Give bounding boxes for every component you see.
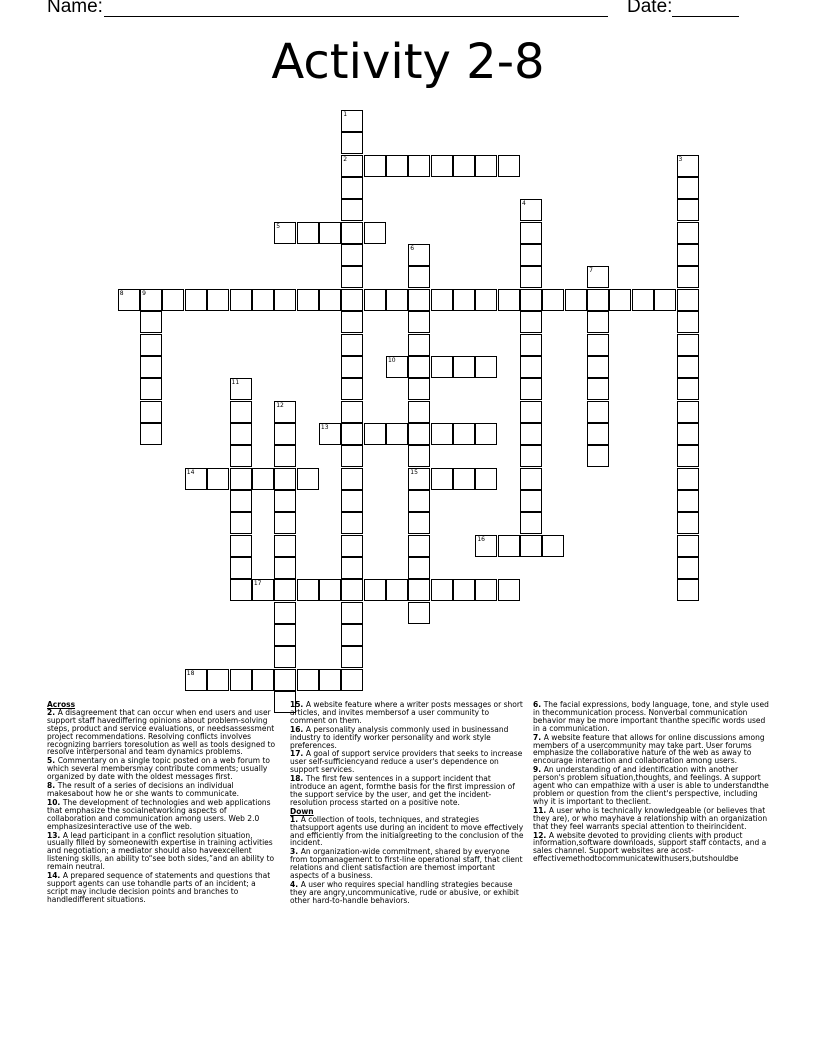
grid-cell[interactable] — [140, 423, 162, 445]
grid-cell[interactable] — [453, 356, 475, 378]
grid-cell[interactable] — [230, 423, 252, 445]
grid-cell[interactable] — [677, 401, 699, 423]
clue-item — [533, 807, 771, 831]
grid-cell[interactable] — [520, 356, 542, 378]
grid-cell[interactable] — [408, 244, 430, 266]
grid-cell[interactable] — [520, 445, 542, 467]
grid-cell[interactable] — [677, 311, 699, 333]
grid-cell[interactable] — [609, 289, 631, 311]
clue-item — [47, 799, 277, 831]
grid-cell[interactable] — [587, 423, 609, 445]
grid-cell[interactable] — [498, 155, 520, 177]
grid-cell[interactable] — [408, 289, 430, 311]
grid-cell[interactable] — [274, 624, 296, 646]
grid-cell[interactable] — [364, 423, 386, 445]
grid-cell[interactable] — [520, 334, 542, 356]
clue-number: 18 — [186, 669, 195, 677]
grid-cell[interactable] — [341, 356, 363, 378]
clue-number: 3 — [678, 155, 683, 163]
grid-cell[interactable] — [587, 401, 609, 423]
clue-text: A disagreement that can occur when end users and user support staff havediffering opinions about problem-solving steps, product and service evaluations, or needsassessment project recommendations. Resolving conflicts involves recognizing barriers toresolution as well as tools designed to resolve interpersonal and team dynamics problems. — [47, 707, 276, 757]
grid-cell[interactable] — [431, 289, 453, 311]
clue-text: A personality analysis commonly used in businessand industry to identify worker personality and work style preferences. — [290, 724, 509, 750]
grid-cell[interactable] — [297, 289, 319, 311]
grid-cell[interactable] — [252, 289, 274, 311]
clue-num: 14. — [47, 871, 63, 881]
grid-cell[interactable] — [207, 289, 229, 311]
grid-cell[interactable] — [408, 423, 430, 445]
grid-cell[interactable] — [677, 423, 699, 445]
grid-cell[interactable] — [520, 535, 542, 557]
grid-cell[interactable] — [341, 289, 363, 311]
grid-cell[interactable] — [475, 155, 497, 177]
grid-cell[interactable] — [319, 423, 341, 445]
grid-cell[interactable] — [341, 401, 363, 423]
grid-cell[interactable] — [408, 378, 430, 400]
clue-number: 5 — [276, 222, 281, 230]
grid-cell[interactable] — [677, 445, 699, 467]
grid-cell[interactable] — [520, 289, 542, 311]
grid-cell[interactable] — [230, 490, 252, 512]
clue-num: 12. — [533, 830, 549, 840]
grid-cell[interactable] — [475, 535, 497, 557]
clue-number: 12 — [276, 401, 284, 409]
grid-cell[interactable] — [408, 356, 430, 378]
grid-cell[interactable] — [274, 490, 296, 512]
name-label: Name: — [47, 0, 103, 17]
grid-cell[interactable] — [364, 155, 386, 177]
clue-text: The result of a series of decisions an individual makesabout how he or she wants to communicate. — [47, 781, 240, 798]
clue-number: 6 — [410, 245, 415, 253]
grid-cell[interactable] — [453, 289, 475, 311]
grid-cell[interactable] — [677, 334, 699, 356]
grid-cell[interactable] — [274, 669, 296, 691]
clue-text: A collection of tools, techniques, and strategies thatsupport agents use during an incident to move effectively and efficiently from the initialgreeting to the conclusion of the incident. — [290, 814, 524, 848]
grid-cell[interactable] — [520, 512, 542, 534]
clue-num: 4. — [290, 879, 301, 889]
grid-cell[interactable] — [297, 468, 319, 490]
grid-cell[interactable] — [386, 423, 408, 445]
grid-cell[interactable] — [677, 222, 699, 244]
grid-cell[interactable] — [408, 468, 430, 490]
clue-text: The development of technologies and web applications that emphasize the socialnetworking aspects of collaboration and communication among users. Web 2.0 emphasizesinteractive use of the web. — [47, 797, 271, 831]
clue-number: 1 — [343, 111, 348, 118]
grid-cell[interactable] — [408, 155, 430, 177]
clue-num: 13. — [47, 830, 63, 840]
grid-cell[interactable] — [408, 512, 430, 534]
grid-cell[interactable] — [520, 199, 542, 221]
clue-text: A website feature that allows for online discussions among members of a usercommunity may take part. User forums emphasize the collaborative nature of the web as away to encourage interaction and collaboration among users. — [533, 732, 765, 766]
grid-cell[interactable] — [252, 669, 274, 691]
clue-num: 5. — [47, 756, 58, 766]
grid-cell[interactable] — [431, 579, 453, 601]
grid-cell[interactable] — [319, 669, 341, 691]
grid-cell[interactable] — [230, 289, 252, 311]
grid-cell[interactable] — [341, 334, 363, 356]
grid-cell[interactable] — [341, 110, 363, 132]
grid-cell[interactable] — [408, 490, 430, 512]
clue-item — [290, 726, 525, 750]
grid-cell[interactable] — [341, 646, 363, 668]
grid-cell[interactable] — [408, 579, 430, 601]
grid-cell[interactable] — [207, 468, 229, 490]
grid-cell[interactable] — [341, 579, 363, 601]
grid-cell[interactable] — [587, 266, 609, 288]
grid-cell[interactable] — [274, 222, 296, 244]
grid-cell[interactable] — [677, 266, 699, 288]
grid-cell[interactable] — [453, 423, 475, 445]
grid-cell[interactable] — [319, 579, 341, 601]
clue-num: 11. — [533, 805, 549, 815]
grid-cell[interactable] — [654, 289, 676, 311]
clue-num: 1. — [290, 814, 301, 824]
grid-cell[interactable] — [677, 378, 699, 400]
clue-number: 16 — [477, 535, 485, 543]
grid-cell[interactable] — [498, 535, 520, 557]
grid-cell[interactable] — [408, 266, 430, 288]
clue-num: 15. — [290, 700, 306, 709]
grid-cell[interactable] — [341, 557, 363, 579]
clue-item — [47, 832, 277, 872]
grid-cell[interactable] — [520, 378, 542, 400]
grid-cell[interactable] — [587, 311, 609, 333]
grid-cell[interactable] — [408, 445, 430, 467]
clue-item — [47, 757, 277, 781]
grid-cell[interactable] — [386, 356, 408, 378]
grid-cell[interactable] — [431, 468, 453, 490]
grid-cell[interactable] — [341, 468, 363, 490]
clue-item — [290, 816, 525, 848]
grid-cell[interactable] — [677, 155, 699, 177]
clue-number: 15 — [410, 468, 418, 476]
grid-cell[interactable] — [475, 423, 497, 445]
grid-cell[interactable] — [677, 199, 699, 221]
grid-cell[interactable] — [364, 289, 386, 311]
grid-cell[interactable] — [587, 445, 609, 467]
grid-cell[interactable] — [431, 423, 453, 445]
clue-item — [533, 734, 771, 766]
grid-cell[interactable] — [274, 423, 296, 445]
grid-cell[interactable] — [587, 378, 609, 400]
grid-cell[interactable] — [140, 334, 162, 356]
grid-cell[interactable] — [230, 445, 252, 467]
clue-number: 9 — [142, 289, 146, 297]
grid-cell[interactable] — [230, 401, 252, 423]
clue-text: A lead participant in a conflict resolution situation, usually filled by someonewith expertise in training activities and negotiation; a mediator should also haveexcellent listening skills, an ability to“see both sides,”and an ability to remain neutral. — [47, 830, 275, 872]
grid-cell[interactable] — [341, 490, 363, 512]
clue-num: 18. — [290, 774, 306, 784]
grid-cell[interactable] — [677, 490, 699, 512]
clue-item — [290, 701, 525, 725]
grid-cell[interactable] — [341, 535, 363, 557]
grid-cell[interactable] — [341, 512, 363, 534]
clue-num: 2. — [47, 707, 58, 717]
grid-cell[interactable] — [364, 579, 386, 601]
clue-item — [47, 709, 277, 756]
grid-cell[interactable] — [520, 222, 542, 244]
clues-column-1 — [47, 701, 277, 905]
grid-cell[interactable] — [408, 334, 430, 356]
grid-cell[interactable] — [453, 579, 475, 601]
grid-cell[interactable] — [274, 289, 296, 311]
grid-cell[interactable] — [274, 557, 296, 579]
clue-item — [47, 872, 277, 904]
clue-num: 6. — [533, 700, 544, 709]
clue-item — [47, 782, 277, 798]
clue-text: A user who requires special handling strategies because they are angry,uncommunicative, rude or abusive, or exhibit other hard-to-handle behaviors. — [290, 879, 519, 905]
grid-cell[interactable] — [162, 289, 184, 311]
grid-cell[interactable] — [431, 155, 453, 177]
grid-cell[interactable] — [677, 244, 699, 266]
grid-cell[interactable] — [677, 579, 699, 601]
grid-cell[interactable] — [386, 155, 408, 177]
grid-cell[interactable] — [677, 468, 699, 490]
grid-cell[interactable] — [632, 289, 654, 311]
clue-num: 8. — [47, 781, 58, 791]
grid-cell[interactable] — [520, 244, 542, 266]
grid-cell[interactable] — [498, 289, 520, 311]
grid-cell[interactable] — [230, 378, 252, 400]
grid-cell[interactable] — [230, 468, 252, 490]
clue-number: 13 — [320, 423, 329, 431]
grid-cell[interactable] — [431, 356, 453, 378]
grid-cell[interactable] — [677, 289, 699, 311]
grid-cell[interactable] — [542, 535, 564, 557]
grid-cell[interactable] — [341, 624, 363, 646]
grid-cell[interactable] — [230, 535, 252, 557]
clue-text: An understanding of and identification with another person's problem situation,thoughts, and feelings. A support agent who can empathize with a user is able to understandthe problem or question from the client's perspective, including why it is important to theclient. — [533, 765, 769, 806]
grid-cell[interactable] — [274, 401, 296, 423]
clue-text: A prepared sequence of statements and questions that support agents can use tohandle parts of an incident; a script may include decision points and branches to handledifferent situations. — [47, 871, 271, 904]
grid-cell[interactable] — [386, 289, 408, 311]
grid-cell[interactable] — [587, 356, 609, 378]
grid-cell[interactable] — [475, 579, 497, 601]
grid-cell[interactable] — [587, 334, 609, 356]
clue-num: 10. — [47, 797, 63, 807]
grid-cell[interactable] — [140, 311, 162, 333]
grid-cell[interactable] — [565, 289, 587, 311]
grid-cell[interactable] — [297, 669, 319, 691]
grid-cell[interactable] — [408, 401, 430, 423]
clues-column-2 — [290, 701, 525, 906]
grid-cell[interactable] — [140, 356, 162, 378]
clue-text: A website devoted to providing clients with product information,software downloads, support staff contacts, and a sales channel. Support websites are acost-effectivemethodtocommunicatewithusers,butshouldbe — [533, 830, 767, 864]
grid-cell[interactable] — [520, 490, 542, 512]
clue-text: The first few sentences in a support incident that introduce an agent, formthe basis for the first impression of the support service by the user, and get the incident-resolution process started on a positive note. — [290, 774, 515, 807]
grid-cell[interactable] — [341, 132, 363, 154]
grid-cell[interactable] — [677, 177, 699, 199]
grid-cell[interactable] — [297, 579, 319, 601]
grid-cell[interactable] — [274, 602, 296, 624]
grid-cell[interactable] — [140, 289, 162, 311]
section-heading: Down — [290, 806, 314, 816]
grid-cell[interactable] — [274, 468, 296, 490]
clue-item — [533, 701, 771, 733]
grid-cell[interactable] — [341, 311, 363, 333]
grid-cell[interactable] — [230, 579, 252, 601]
clue-item — [290, 848, 525, 880]
clue-number: 8 — [119, 289, 124, 297]
grid-cell[interactable] — [274, 445, 296, 467]
grid-cell[interactable] — [230, 669, 252, 691]
grid-cell[interactable] — [319, 289, 341, 311]
grid-cell[interactable] — [230, 512, 252, 534]
clue-num: 7. — [533, 732, 544, 742]
grid-cell[interactable] — [297, 222, 319, 244]
section-heading: Across — [47, 700, 76, 709]
grid-cell[interactable] — [274, 579, 296, 601]
grid-cell[interactable] — [408, 535, 430, 557]
grid-cell[interactable] — [140, 401, 162, 423]
clue-item — [290, 775, 525, 807]
date-label: Date: — [627, 0, 673, 17]
clue-text: The facial expressions, body language, tone, and style used in thecommunication process. Nonverbal communication behavior may be more important thanthe specific words used in a communication. — [533, 700, 769, 733]
grid-cell[interactable] — [677, 535, 699, 557]
clue-num: 16. — [290, 724, 306, 734]
grid-cell[interactable] — [341, 669, 363, 691]
grid-cell[interactable] — [185, 669, 207, 691]
grid-cell[interactable] — [118, 289, 140, 311]
grid-cell[interactable] — [207, 669, 229, 691]
grid-cell[interactable] — [520, 401, 542, 423]
grid-cell[interactable] — [185, 289, 207, 311]
grid-cell[interactable] — [341, 378, 363, 400]
clue-text: Commentary on a single topic posted on a web forum to which several membersmay contribute comments; usually organized by date with the oldest messages first. — [47, 756, 270, 782]
grid-cell[interactable] — [542, 289, 564, 311]
grid-cell[interactable] — [408, 602, 430, 624]
grid-cell[interactable] — [520, 266, 542, 288]
grid-cell[interactable] — [230, 557, 252, 579]
grid-cell[interactable] — [341, 423, 363, 445]
grid-cell[interactable] — [274, 646, 296, 668]
grid-cell[interactable] — [475, 468, 497, 490]
clue-text: A website feature where a writer posts messages or short articles, and invites membersof a user community to comment on them. — [290, 700, 523, 725]
grid-cell[interactable] — [341, 266, 363, 288]
grid-cell[interactable] — [274, 512, 296, 534]
clue-text: An organization-wide commitment, shared by everyone from topmanagement to first-line operational staff, that client relations and client satisfaction are themost important aspects of a business. — [290, 847, 523, 881]
grid-cell[interactable] — [453, 468, 475, 490]
clue-num: 9. — [533, 765, 544, 775]
grid-cell[interactable] — [453, 155, 475, 177]
grid-cell[interactable] — [274, 535, 296, 557]
clue-number: 14 — [186, 468, 195, 476]
clue-number: 11 — [231, 379, 240, 387]
grid-cell[interactable] — [520, 423, 542, 445]
grid-cell[interactable] — [341, 155, 363, 177]
clue-item — [533, 766, 771, 806]
page-title: Activity 2-8 — [271, 34, 545, 90]
clue-number: 17 — [253, 580, 262, 588]
clue-item — [533, 832, 771, 864]
clues-column-3 — [533, 701, 771, 864]
clue-num: 17. — [290, 749, 306, 759]
clue-number: 7 — [589, 267, 593, 275]
clue-number: 4 — [522, 200, 526, 208]
clue-item — [290, 750, 525, 774]
grid-cell[interactable] — [341, 445, 363, 467]
grid-cell[interactable] — [408, 311, 430, 333]
grid-cell[interactable] — [475, 289, 497, 311]
grid-cell[interactable] — [364, 222, 386, 244]
clue-num: 3. — [290, 847, 301, 857]
grid-cell[interactable] — [520, 468, 542, 490]
grid-cell[interactable] — [475, 356, 497, 378]
grid-cell[interactable] — [319, 222, 341, 244]
grid-cell[interactable] — [341, 222, 363, 244]
clue-item — [290, 881, 525, 905]
grid-cell[interactable] — [587, 289, 609, 311]
grid-cell[interactable] — [408, 557, 430, 579]
grid-cell[interactable] — [677, 557, 699, 579]
grid-cell[interactable] — [677, 512, 699, 534]
grid-cell[interactable] — [520, 311, 542, 333]
grid-cell[interactable] — [185, 468, 207, 490]
clue-number: 10 — [387, 356, 396, 364]
grid-cell[interactable] — [341, 177, 363, 199]
grid-cell[interactable] — [341, 602, 363, 624]
grid-cell[interactable] — [341, 244, 363, 266]
grid-cell[interactable] — [341, 199, 363, 221]
grid-cell[interactable] — [677, 356, 699, 378]
clue-text: A goal of support service providers that seeks to increase user self-sufficiencyand reduce a user's dependence on support services. — [290, 749, 523, 775]
grid-cell[interactable] — [252, 579, 274, 601]
grid-cell[interactable] — [498, 579, 520, 601]
grid-cell[interactable] — [140, 378, 162, 400]
grid-cell[interactable] — [252, 468, 274, 490]
clue-number: 2 — [343, 155, 348, 163]
grid-cell[interactable] — [386, 579, 408, 601]
clue-text: A user who is technically knowledgeable (or believes that they are), or who mayhave a relationship with an organization that they feel warrants special attention to theirincident. — [533, 805, 768, 831]
